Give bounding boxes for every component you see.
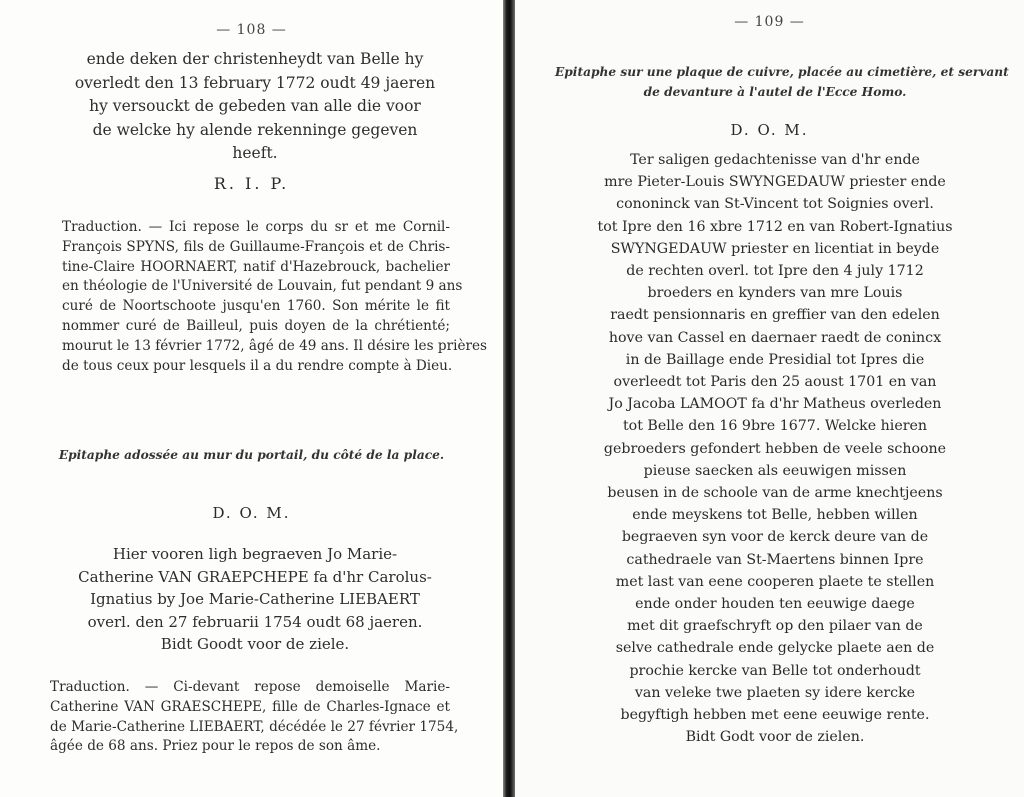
verse-line: overledt den 13 february 1772 oudt 49 jaeren [74,73,436,92]
epitaph-line: met last van eene cooperen plaete te stellen [615,573,935,590]
epitaph-line: ende onder houden ten eeuwige daege [635,596,915,613]
rip-line: R. I. P. [213,174,290,193]
traduction-line: François SPYNS, fils de Guillaume-François et de Chris- [62,238,450,255]
epitaph-line: Bidt Godt voor de zielen. [685,729,865,746]
epitaph-line: raedt pensionnaris en greffier van den edelen [610,307,940,324]
traduction-line: âgée de 68 ans. Priez pour le repos de son âme. [50,738,381,755]
epitaph-continuation [20,48,490,166]
traduction-line: nommer curé de Bailleul, puis doyen de la chrétienté; [62,317,450,334]
epitaph-line: cathedraele van St-Maertens binnen Ipre [626,551,924,568]
traduction-line: Traduction. — Ci-devant repose demoiselle Marie- [50,679,450,695]
epitaph-line: Hier vooren ligh begraeven Jo Marie- [112,545,398,563]
epitaph-line: cononinck van St-Vincent tot Soignies overl. [616,196,934,213]
book-gutter [503,0,515,797]
traduction-graeschepe [50,678,459,757]
epitaph-line: beusen in de schoole van de arme knechtjeens [607,485,943,502]
heading-line: de devanture à l'autel de l'Ecce Homo. [643,85,907,99]
left-page [0,0,503,797]
traduction-line: Catherine VAN GRAESCHEPE, fille de Charles-Ignace et [50,698,450,715]
verse-line: de welcke hy alende rekenninge gegeven [92,120,418,139]
epitaph-line: mre Pieter-Louis SWYNGEDAUW priester ende [604,174,946,191]
epitaph-line: Catherine VAN GRAEPCHEPE fa d'hr Carolus- [78,567,432,586]
page-number-left: — 108 — [216,22,287,38]
epitaph-line: broeders en kynders van mre Louis [647,285,903,302]
verse-line: heeft. [232,144,278,162]
page-number-right: — 109 — [734,14,805,30]
epitaph-line: in de Baillage ende Presidial tot Ipres die [625,351,925,368]
epitaph-graepchepe [35,543,475,656]
traduction-spyns [62,218,488,376]
right-page [515,0,1024,797]
verse-line: ende deken der christenheydt van Belle hy [86,50,424,68]
epitaph-line: prochie kercke van Belle tot onderhoudt [629,662,921,679]
traduction-line: tine-Claire HOORNAERT, natif d'Hazebrouck, bachelier [62,258,450,275]
epitaph-line: begraeven syn voor de kerck deure van de [621,529,929,546]
traduction-line: de Marie-Catherine LIEBAERT, décédée le 27 février 1754, [50,718,459,735]
epitaph-line: tot Belle den 16 9bre 1677. Welcke hieren [622,418,928,435]
traduction-line: de tous ceux pour lesquels il a du rendre compte à Dieu. [62,357,453,374]
verse-line: hy versouckt de gebeden van alle die voor [89,97,421,115]
epitaph-line: gebroeders gefondert hebben de veele schoone [603,440,947,457]
epitaph-line: hove van Cassel en daernaer raedt de conincx [608,329,942,346]
epitaph-line: overl. den 27 februarii 1754 oudt 68 jaeren. [87,612,423,631]
heading-line: Epitaphe sur une plaque de cuivre, placée au cimetière, et servant [555,65,1009,79]
epitaph-line: overleedt tot Paris den 25 aoust 1701 en van [613,374,937,391]
epitaph-heading: Epitaphe adossée au mur du portail, du côté de la place. [58,448,445,462]
epitaph-line: pieuse saecken als eeuwigen missen [643,462,907,479]
epitaph-line: ende meyskens tot Belle, hebben willen [632,507,918,524]
dom-heading-right: D. O. M. [730,121,809,139]
dom-heading-left: D. O. M. [212,504,291,522]
epitaph-line: de rechten overl. tot Ipre den 4 july 1712 [626,263,924,280]
epitaph-line: tot Ipre den 16 xbre 1712 en van Robert-Ignatius [597,218,953,235]
traduction-line: curé de Noortschoote jusqu'en 1760. Son mérite le fit [62,298,450,315]
traduction-line: mourut le 13 février 1772, âgé de 49 ans. Il désire les prières [62,337,488,354]
epitaph-line: selve cathedrale ende gelycke plaete aen de [615,640,935,657]
traduction-line: Traduction. — Ici repose le corps du sr et me Cornil- [62,219,450,235]
traduction-line: en théologie de l'Université de Louvain, fut pendant 9 ans [62,278,463,295]
epitaph-line: Ignatius by Joe Marie-Catherine LIEBAERT [90,590,420,608]
epitaph-line: van veleke twe plaeten sy idere kercke [634,684,916,701]
epitaph-line: Bidt Goodt voor de ziele. [160,635,350,653]
epitaph-line: Jo Jacoba LAMOOT fa d'hr Matheus overleden [608,396,942,413]
epitaph-line: begyftigh hebben met eene eeuwige rente. [620,707,930,724]
epitaph-heading-right [555,62,1009,102]
epitaph-swyngedauw [545,149,1005,748]
epitaph-line: met dit graefschryft op den pilaer van de [627,618,923,635]
epitaph-line: Ter saligen gedachtenisse van d'hr ende [630,152,920,168]
epitaph-line: SWYNGEDAUW priester en licentiat in beyde [610,240,940,257]
